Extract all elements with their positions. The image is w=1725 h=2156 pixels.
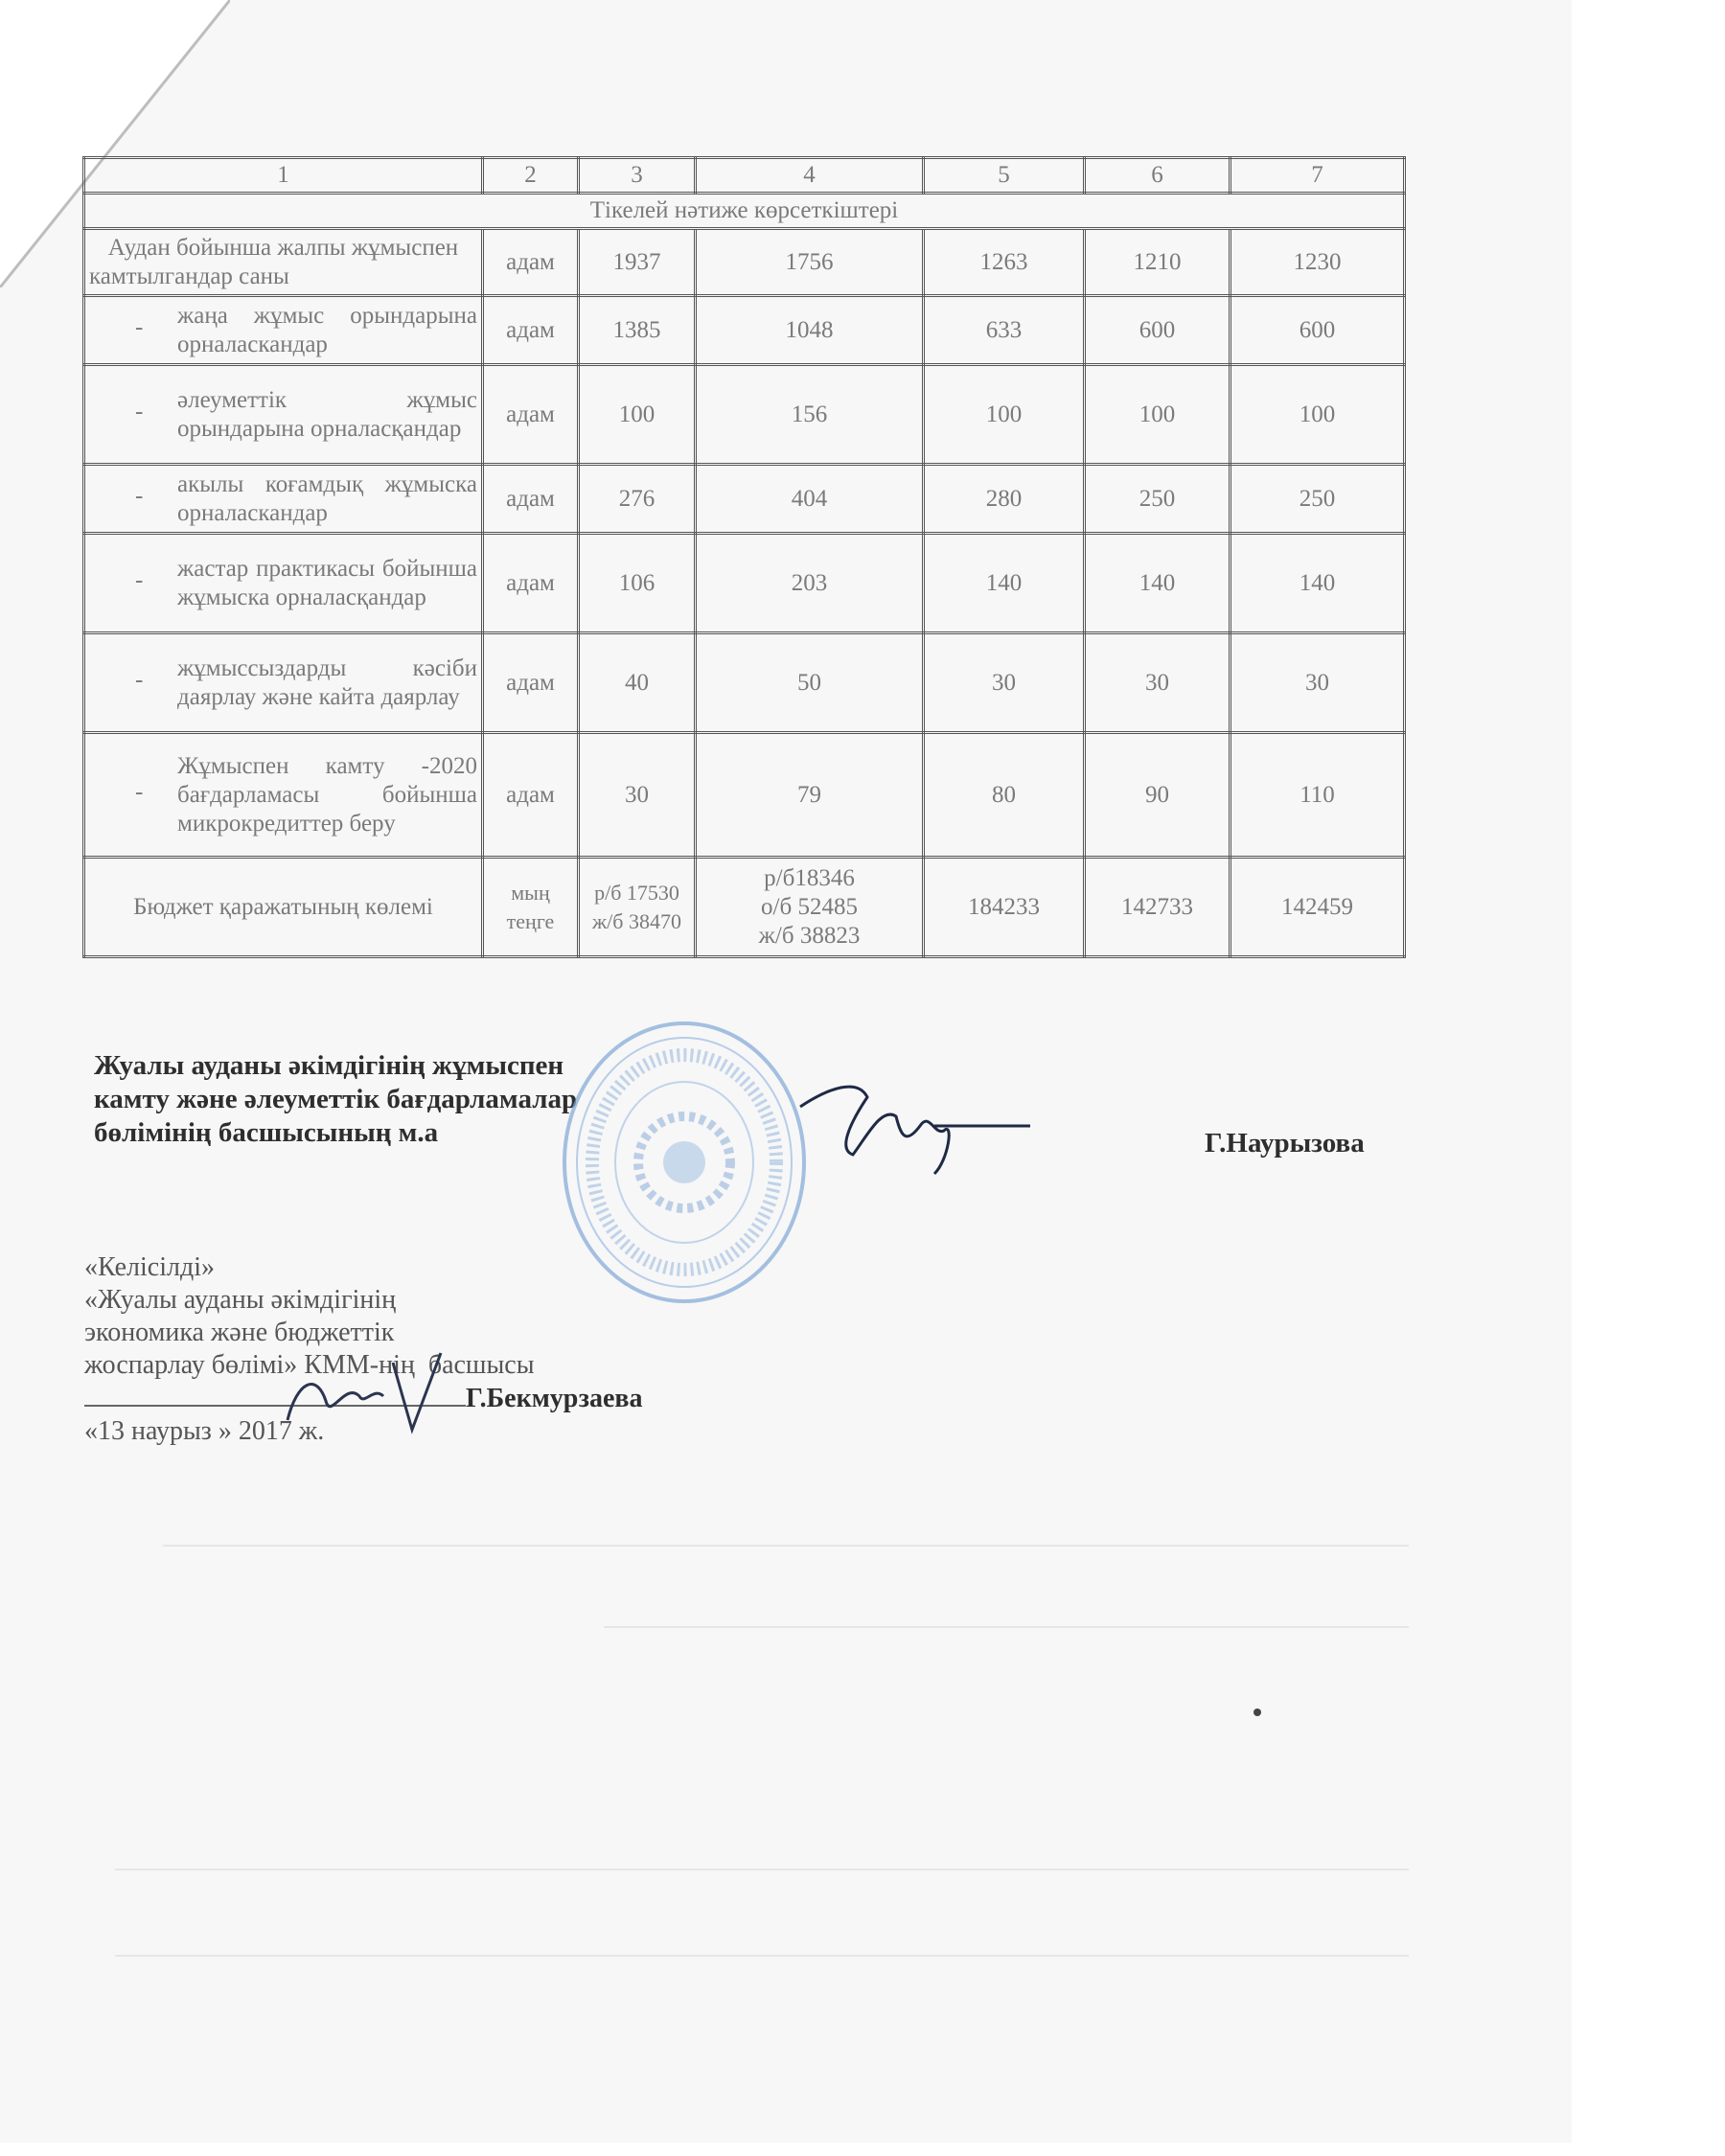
budget-label: Бюджет қаражатының көлемі — [84, 858, 483, 957]
col-header-6: 6 — [1085, 158, 1230, 194]
agreed-line: экономика және бюджеттік — [84, 1318, 395, 1347]
table-row — [84, 633, 1405, 733]
unit-cell: адам — [483, 296, 579, 365]
unit-cell: адам — [483, 733, 579, 858]
value-cell: 80 — [924, 733, 1085, 858]
handwritten-signature — [791, 1068, 1030, 1183]
row-label: Аудан бойынша жалпы жұмыспен камтылгандар саны — [84, 229, 483, 296]
budget-value-7: 142459 — [1230, 858, 1405, 957]
value-cell: 100 — [579, 365, 696, 465]
value-cell: 1048 — [696, 296, 924, 365]
col-header-7: 7 — [1230, 158, 1405, 194]
row-label: акылы коғамдық жұмыска орналаскандар — [177, 470, 477, 526]
value-cell: 156 — [696, 365, 924, 465]
indicators-table — [82, 156, 1406, 958]
signatory-line: Жуалы ауданы әкімдігінің жұмыспен — [94, 1050, 564, 1081]
value-cell: 203 — [696, 534, 924, 633]
value-cell: 280 — [924, 465, 1085, 534]
agreed-line: жоспарлау бөлімі» КММ-нің басшысы — [84, 1350, 535, 1380]
value-cell: 276 — [579, 465, 696, 534]
signatory-line: камту және әлеуметтік бағдарламалар — [94, 1084, 578, 1114]
row-label-cell — [84, 365, 483, 465]
bullet-dash: - — [135, 666, 144, 693]
budget-value-3: р/б 17530 ж/б 38470 — [579, 858, 696, 957]
page-margin-bottom — [0, 2143, 1725, 2156]
row-label-cell — [84, 296, 483, 365]
agreed-name: Г.Бекмурзаева — [466, 1384, 643, 1413]
budget-line: о/б 52485 — [761, 893, 858, 920]
table-row — [84, 465, 1405, 534]
budget-unit: мың теңге — [483, 858, 579, 957]
row-label: жаңа жұмыс орындарына орналаскандар — [177, 302, 477, 357]
unit-cell: адам — [483, 633, 579, 733]
value-cell: 100 — [924, 365, 1085, 465]
row-label-cell — [84, 534, 483, 633]
value-cell: 140 — [1230, 534, 1405, 633]
page-margin-right — [1572, 0, 1725, 2156]
row-label: Жұмыспен камту -2020 бағдарламасы бойынша микрокредиттер беру — [177, 752, 477, 837]
show-through-line — [163, 1545, 1409, 1547]
value-cell: 250 — [1085, 465, 1230, 534]
show-through-line — [115, 1955, 1409, 1957]
signatory-line: бөлімінің басшысының м.а — [94, 1117, 439, 1148]
value-cell: 40 — [579, 633, 696, 733]
unit-cell: адам — [483, 465, 579, 534]
col-header-3: 3 — [579, 158, 696, 194]
value-cell: 140 — [924, 534, 1085, 633]
agreed-heading: «Келісілді» — [84, 1252, 215, 1282]
col-header-2: 2 — [483, 158, 579, 194]
bullet-dash: - — [135, 482, 144, 509]
handwritten-signature-2 — [278, 1343, 450, 1458]
table-row — [84, 733, 1405, 858]
unit-cell: адам — [483, 534, 579, 633]
value-cell: 250 — [1230, 465, 1405, 534]
value-cell: 1210 — [1085, 229, 1230, 296]
value-cell: 110 — [1230, 733, 1405, 858]
bullet-dash: - — [135, 778, 144, 805]
unit-cell: адам — [483, 365, 579, 465]
value-cell: 30 — [1230, 633, 1405, 733]
value-cell: 140 — [1085, 534, 1230, 633]
budget-value-6: 142733 — [1085, 858, 1230, 957]
value-cell: 1385 — [579, 296, 696, 365]
value-cell: 90 — [1085, 733, 1230, 858]
budget-line: р/б18346 — [764, 864, 855, 891]
ink-speck — [1254, 1709, 1261, 1716]
table-row — [84, 534, 1405, 633]
value-cell: 600 — [1085, 296, 1230, 365]
value-cell: 1263 — [924, 229, 1085, 296]
value-cell: 79 — [696, 733, 924, 858]
table-row — [84, 296, 1405, 365]
value-cell: 1230 — [1230, 229, 1405, 296]
bullet-dash: - — [135, 313, 144, 340]
row-label-cell — [84, 733, 483, 858]
section-title: Тікелей нәтиже көрсеткіштері — [84, 194, 1405, 229]
value-cell: 30 — [579, 733, 696, 858]
col-header-5: 5 — [924, 158, 1085, 194]
agreed-date: «13 наурыз » 2017 ж. — [84, 1416, 325, 1446]
value-cell: 50 — [696, 633, 924, 733]
section-row — [84, 194, 1405, 229]
table-row — [84, 229, 1405, 296]
budget-value-4 — [696, 858, 924, 957]
value-cell: 1756 — [696, 229, 924, 296]
value-cell: 100 — [1230, 365, 1405, 465]
col-header-1: 1 — [84, 158, 483, 194]
value-cell: 100 — [1085, 365, 1230, 465]
row-label: жұмыссыздарды кәсіби даярлау және кайта даярлау — [177, 654, 477, 710]
value-cell: 600 — [1230, 296, 1405, 365]
value-cell: 1937 — [579, 229, 696, 296]
budget-value-5: 184233 — [924, 858, 1085, 957]
budget-line: ж/б 38823 — [758, 922, 861, 949]
show-through-line — [604, 1626, 1409, 1628]
value-cell: 30 — [1085, 633, 1230, 733]
row-label-cell — [84, 465, 483, 534]
column-number-row — [84, 158, 1405, 194]
table-row — [84, 365, 1405, 465]
show-through-line — [115, 1869, 1409, 1870]
budget-row — [84, 858, 1405, 957]
value-cell: 30 — [924, 633, 1085, 733]
value-cell: 106 — [579, 534, 696, 633]
agreed-line: «Жуалы ауданы әкімдігінің — [84, 1285, 397, 1315]
col-header-4: 4 — [696, 158, 924, 194]
bullet-dash: - — [135, 398, 144, 424]
row-label: әлеуметтік жұмыс орындарына орналасқандар — [177, 386, 477, 442]
signatory-title — [94, 1049, 577, 1150]
signatory-name: Г.Наурызова — [1205, 1128, 1365, 1158]
row-label: жастар практикасы бойынша жұмыска орналасқандар — [177, 555, 477, 610]
unit-cell: адам — [483, 229, 579, 296]
row-label-cell — [84, 633, 483, 733]
bullet-dash: - — [135, 566, 144, 593]
value-cell: 633 — [924, 296, 1085, 365]
value-cell: 404 — [696, 465, 924, 534]
